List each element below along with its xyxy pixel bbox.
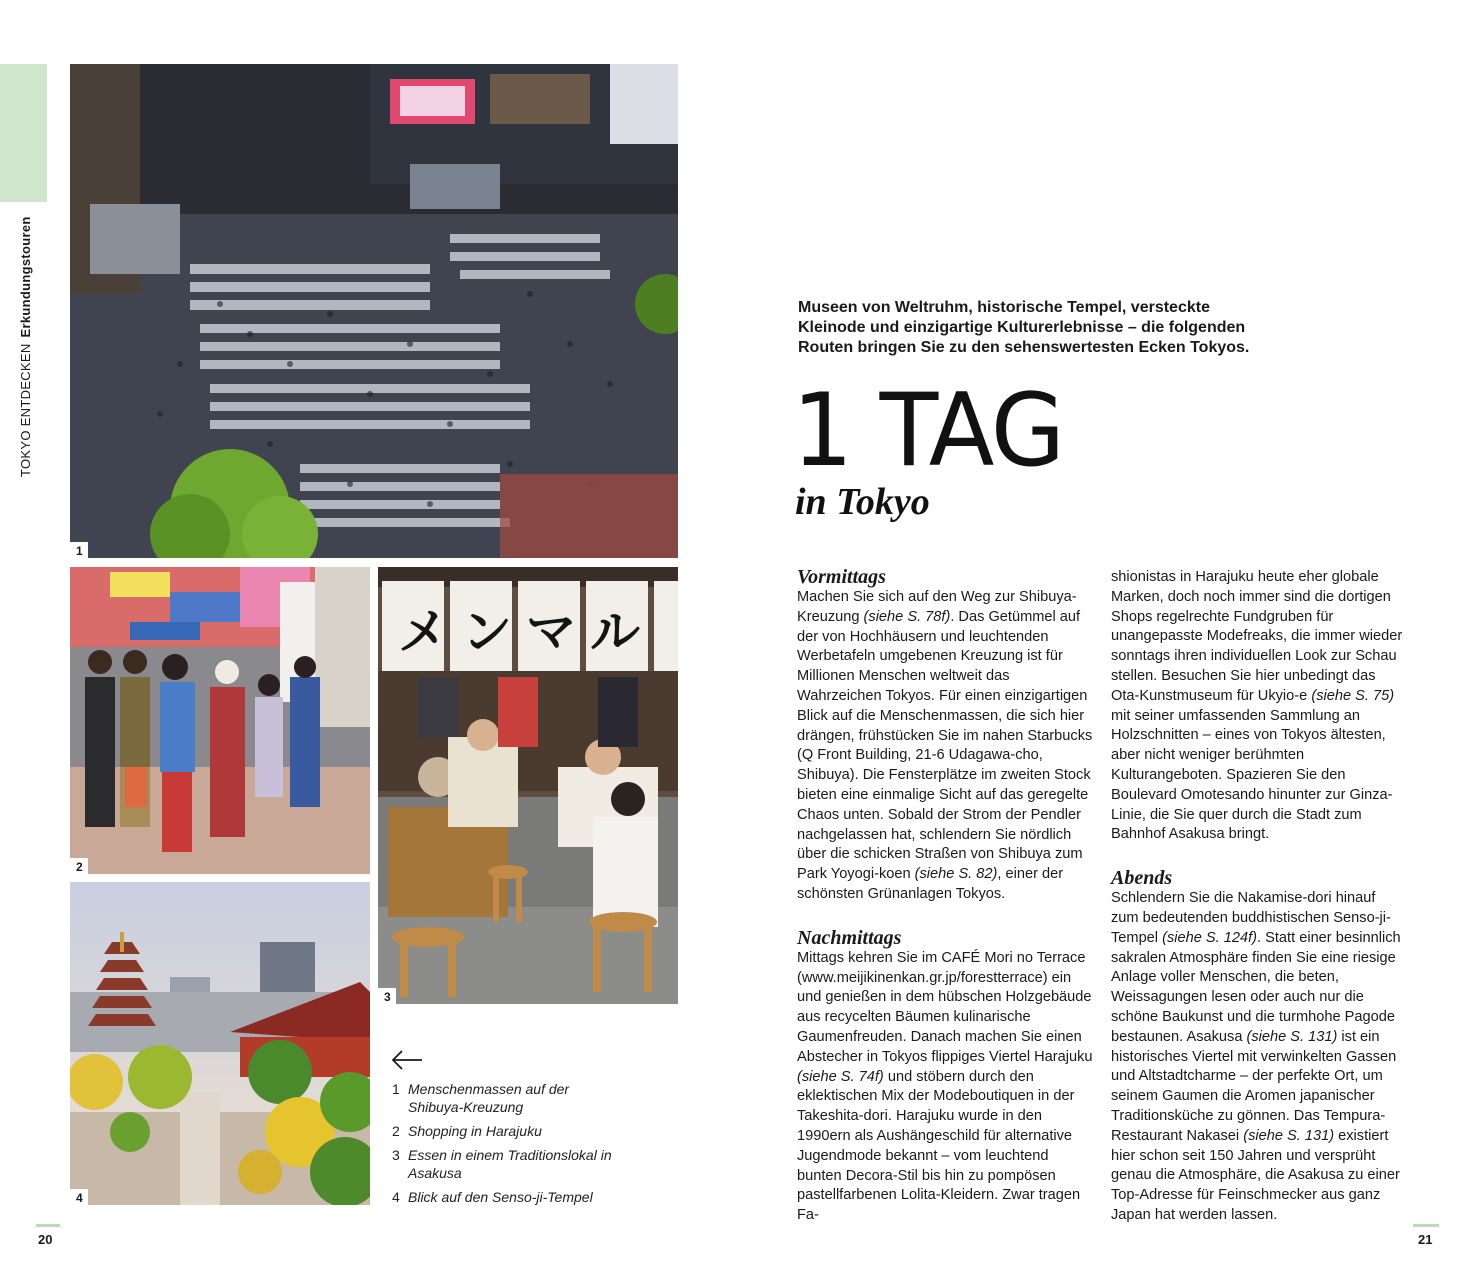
text-column-1 bbox=[797, 566, 1095, 1226]
body-text: shionistas in Harajuku heute eher globale Marken, doch noch immer sind die dortigen Shops regelrechte Fundgruben für unangepasste Modefreaks, die immer wieder sonntags ihren individuellen Look zur Schau stellen. Besuchen Sie hier unbedingt das Ota-Kunstmuseum für Ukyio-e bbox=[1111, 569, 1403, 704]
photo-captions bbox=[392, 1080, 612, 1212]
page-marker-left bbox=[36, 1224, 60, 1227]
section-body-nachmittags-cont bbox=[1111, 568, 1403, 845]
page-number-left: 20 bbox=[38, 1232, 53, 1247]
body-text: . Statt einer besinnlich sakralen Atmosphäre finden Sie eine riesige Anlage voller Menschen, die beten, Weissagungen lesen oder auch nur die schöne Baukunst und die turmhohe Pagode bestaunen. Asakusa bbox=[1111, 929, 1401, 1045]
body-text: , einer der schönsten Grünanlagen Tokyos. bbox=[797, 866, 1064, 902]
photo-number: 4 bbox=[70, 1189, 88, 1205]
caption-number: 1 bbox=[392, 1081, 400, 1097]
section-heading-vormittags: Vormittags bbox=[797, 566, 886, 588]
body-text: Machen Sie sich auf den Weg zur Shibuya-Kreuzung bbox=[797, 589, 1077, 625]
caption-number: 3 bbox=[392, 1147, 400, 1163]
page-marker-right bbox=[1413, 1224, 1439, 1227]
shibuya-crossing-image bbox=[70, 64, 678, 558]
sensoji-image bbox=[70, 882, 370, 1205]
photo-shibuya-crossing bbox=[70, 64, 678, 558]
restaurant-image bbox=[378, 567, 678, 1004]
text-column-2 bbox=[1111, 568, 1403, 1226]
section-label-bold: Erkundungstouren bbox=[18, 216, 33, 338]
caption-text: Blick auf den Senso-ji-Tempel bbox=[408, 1189, 593, 1205]
caption-number: 2 bbox=[392, 1123, 400, 1139]
section-heading-nachmittags: Nachmittags bbox=[797, 926, 902, 949]
body-text: . Das Getümmel auf der von Hochhäusern und leuchtenden Werbetafeln umgebenen Kreuzung ist für Millionen Menschen weltweit das Wahrzeichen Tokyos. Für einen einzigartigen Blick auf die Menschenmassen, die sich hier drängen, frühstücken Sie im nahen Starbucks (Q Front Building, 21-6 Udagawa-cho, Shibuya). Die Fensterplätze im zweiten Stock bieten eine einmalige Sicht auf das geregelte Chaos unten. Sobald der Strom der Pendler nachgelassen hat, schlendern Sie nördlich über die schicken Straßen von Shibuya zum Park Yoyogi-koen bbox=[797, 608, 1093, 883]
body-text: ist ein historisches Viertel mit verwinkelten Gassen und Altstadtcharme – der perfekte Ort, um seinem Gaumen die Aromen japanischer Traditionsküche zu gönnen. Das Tempura-Restaurant Nakasei bbox=[1111, 1028, 1397, 1144]
section-heading-abends: Abends bbox=[1111, 867, 1173, 890]
caption-text: Menschenmassen auf der Shibuya-Kreuzung bbox=[408, 1081, 570, 1115]
page-number-right: 21 bbox=[1418, 1232, 1433, 1247]
section-tab bbox=[0, 64, 47, 202]
caption-item bbox=[392, 1188, 612, 1206]
caption-text: Shopping in Harajuku bbox=[408, 1123, 542, 1139]
photo-number: 2 bbox=[70, 858, 88, 874]
intro-text: Museen von Weltruhm, historische Tempel, versteckte Kleinode und einzigartige Kulturerlebnisse – die folgenden Routen bringen Sie zu den sehenswertesten Ecken Tokyos. bbox=[798, 299, 1250, 356]
caption-item bbox=[392, 1146, 612, 1182]
body-text: existiert hier schon seit 150 Jahren und versprüht genau die Atmosphäre, die Asakusa zu einer Top-Adresse für Feinschmecker aus ganz Japan hat werden lassen. bbox=[1111, 1127, 1400, 1223]
arrow-left-icon bbox=[390, 1048, 424, 1072]
harajuku-image bbox=[70, 567, 370, 874]
section-body-nachmittags bbox=[797, 949, 1095, 1226]
body-text: mit seiner umfassenden Sammlung an Holzschnitten – eines von Tokyos ältesten, aber nicht weniger berühmten Kulturangeboten. Spazieren Sie den Boulevard Omotesando hinunter zur Ginza-Linie, die Sie quer durch die Stadt zum Bahnhof Asakusa bringt. bbox=[1111, 707, 1393, 843]
section-body-vormittags bbox=[797, 588, 1095, 905]
caption-item bbox=[392, 1122, 612, 1140]
section-label-light: TOKYO ENTDECKEN bbox=[18, 343, 33, 477]
photo-number: 3 bbox=[378, 988, 396, 1004]
page-title: 1 TAG bbox=[792, 371, 1064, 490]
page-reference: (siehe S. 124f) bbox=[1162, 929, 1258, 946]
page-reference: (siehe S. 78f) bbox=[863, 608, 951, 625]
page-reference: (siehe S. 131) bbox=[1246, 1028, 1338, 1045]
caption-item bbox=[392, 1080, 612, 1116]
restaurant-sign: メンマル bbox=[398, 603, 654, 661]
page-reference: (siehe S. 75) bbox=[1311, 687, 1395, 704]
caption-number: 4 bbox=[392, 1189, 400, 1205]
photo-number: 1 bbox=[70, 542, 88, 558]
photo-harajuku bbox=[70, 567, 370, 874]
page-reference: (siehe S. 82) bbox=[914, 866, 998, 883]
body-text: und stöbern durch den eklektischen Mix der Modeboutiquen in der Takeshita-dori. Harajuku wurde in den 1990ern als Aushängeschild für alternative Jugendmode bekannt – vom leuchtend bunten Decora-Stil bis hin zu pompösen pastellfarbenen Lolita-Kleidern. Zwar tragen Fa- bbox=[797, 1068, 1081, 1224]
section-body-abends bbox=[1111, 889, 1403, 1226]
photo-sensoji-temple bbox=[70, 882, 370, 1205]
page-subtitle: in Tokyo bbox=[795, 481, 930, 523]
body-text: Mittags kehren Sie im CAFÉ Mori no Terrace (www.meijikinenkan.gr.jp/forestterrace) ein und genießen in dem hübschen Holzgebäude aus recycelten Bäumen kulinarische Gaumenfreuden. Danach machen Sie einen Abstecher in Tokyos flippiges Viertel Harajuku bbox=[797, 949, 1093, 1065]
page-reference: (siehe S. 131) bbox=[1243, 1127, 1335, 1144]
caption-text: Essen in einem Traditionslokal in Asakusa bbox=[408, 1147, 612, 1181]
photo-restaurant-asakusa bbox=[378, 567, 678, 1004]
body-text: Schlendern Sie die Nakamise-dori hinauf zum bedeutenden buddhistischen Senso-ji-Tempel bbox=[1111, 890, 1391, 946]
page-reference: (siehe S. 74f) bbox=[797, 1068, 884, 1085]
section-label bbox=[18, 216, 33, 477]
